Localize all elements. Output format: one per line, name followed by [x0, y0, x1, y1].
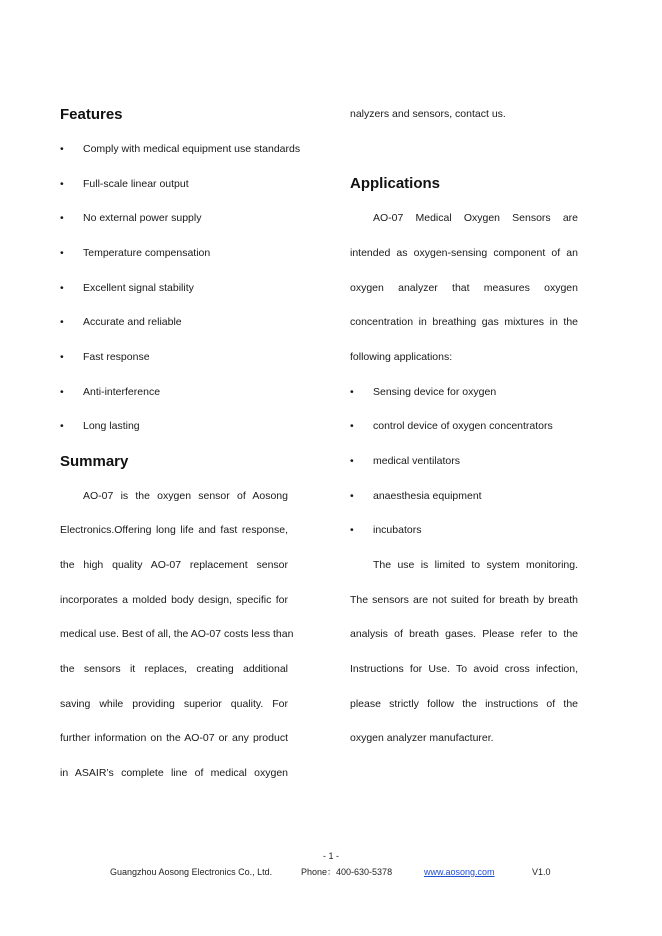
- applications-closing-line: The use is limited to system monitoring.: [373, 559, 578, 571]
- summary-line: further information on the AO-07 or any product: [60, 732, 288, 744]
- page-number: - 1 -: [322, 851, 339, 861]
- bullet-icon: •: [60, 420, 64, 432]
- bullet-icon: •: [350, 386, 354, 398]
- bullet-icon: •: [350, 524, 354, 536]
- summary-line: medical use. Best of all, the AO-07 costs less than: [60, 628, 294, 640]
- bullet-icon: •: [350, 455, 354, 467]
- bullet-icon: •: [60, 247, 64, 259]
- bullet-icon: •: [60, 282, 64, 294]
- bullet-icon: •: [60, 178, 64, 190]
- summary-line: nalyzers and sensors, contact us.: [350, 108, 506, 120]
- summary-line: Electronics.Offering long life and fast response,: [60, 524, 288, 536]
- footer-version: V1.0: [532, 867, 551, 877]
- footer-website-link[interactable]: www.aosong.com: [424, 867, 495, 877]
- bullet-icon: •: [350, 420, 354, 432]
- footer-company: Guangzhou Aosong Electronics Co., Ltd.: [110, 867, 273, 877]
- summary-line: the sensors it replaces, creating additional: [60, 663, 288, 675]
- applications-heading: Applications: [350, 175, 441, 192]
- summary-heading: Summary: [60, 453, 129, 470]
- bullet-icon: •: [60, 386, 64, 398]
- summary-line: AO-07 is the oxygen sensor of Aosong: [83, 490, 288, 502]
- summary-line: incorporates a molded body design, specific for: [60, 594, 288, 606]
- summary-line: the high quality AO-07 replacement sensor: [60, 559, 288, 571]
- bullet-icon: •: [60, 351, 64, 363]
- bullet-icon: •: [60, 212, 64, 224]
- summary-line: in ASAIR’s complete line of medical oxygen: [60, 767, 288, 779]
- applications-closing-line: Instructions for Use. To avoid cross infection,: [350, 663, 578, 675]
- footer-phone: Phone：400-630-5378: [301, 867, 393, 877]
- applications-intro-line: following applications:: [350, 351, 453, 363]
- applications-closing-line: oxygen analyzer manufacturer.: [350, 732, 494, 744]
- features-heading: Features: [60, 106, 123, 123]
- applications-closing-line: The sensors are not suited for breath by breath: [350, 594, 578, 606]
- bullet-icon: •: [60, 316, 64, 328]
- applications-intro-line: oxygen analyzer that measures oxygen: [350, 282, 578, 294]
- applications-closing-line: analysis of breath gases. Please refer to the: [350, 628, 578, 640]
- applications-intro-line: intended as oxygen-sensing component of an: [350, 247, 578, 259]
- bullet-icon: •: [350, 490, 354, 502]
- applications-intro-line: concentration in breathing gas mixtures in the: [350, 316, 578, 328]
- bullet-icon: •: [60, 143, 64, 155]
- applications-intro-line: AO-07 Medical Oxygen Sensors are: [373, 212, 578, 224]
- summary-line: saving while providing superior quality. For: [60, 698, 288, 710]
- applications-closing-line: please strictly follow the instructions of the: [350, 698, 578, 710]
